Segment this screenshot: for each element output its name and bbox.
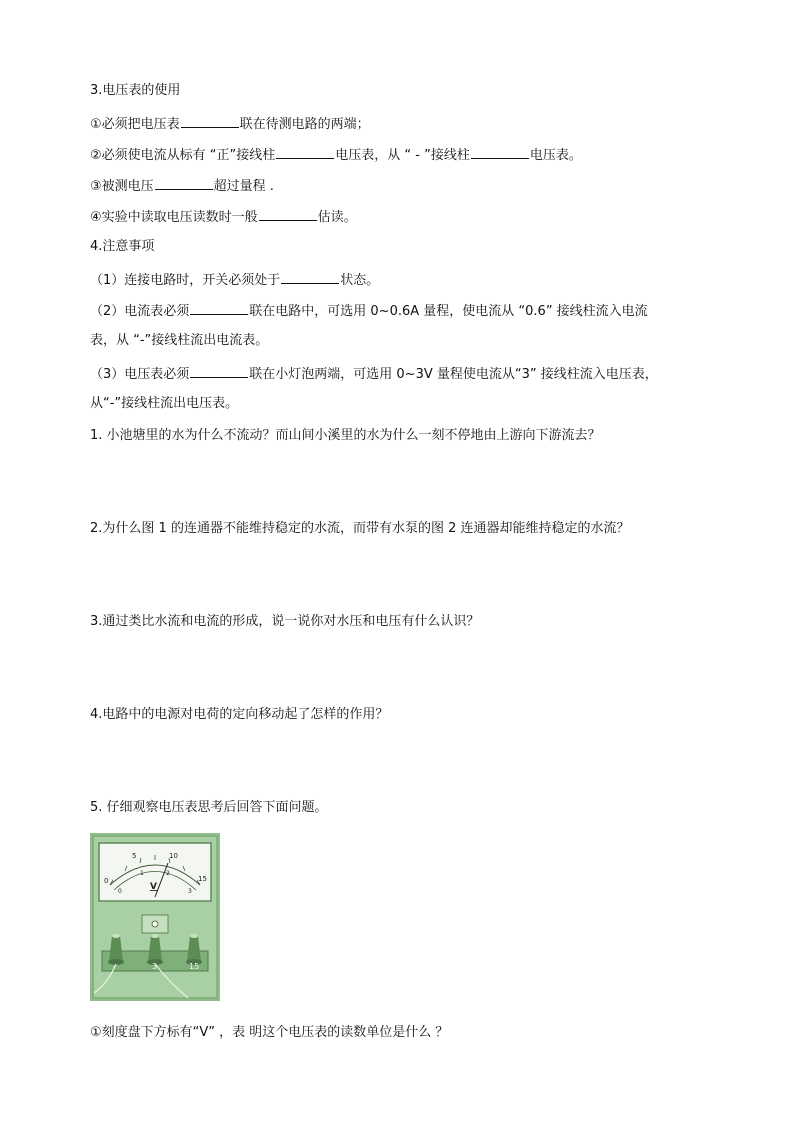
fill-blank[interactable]	[181, 114, 239, 128]
item-3-3	[90, 176, 274, 196]
question-3: 3.通过类比水流和电流的形成，说一说你对水压和电压有什么认识？	[90, 614, 480, 629]
item-3-2	[90, 145, 582, 165]
fill-blank[interactable]	[259, 207, 317, 221]
note-2-text-a: （2）电流表必须	[90, 304, 190, 319]
fill-blank[interactable]	[190, 364, 248, 378]
item-3-4-text-a: ④实验中读取电压读数时一般	[90, 210, 258, 225]
question-2: 2.为什么图 1 的连通器不能维持稳定的水流，而带有水泵的图 2 连通器却能维持稳定的水流？	[90, 521, 630, 536]
lower-scale-label: 1	[140, 870, 144, 877]
question-1: 1. 小池塘里的水为什么不流动？而山间小溪里的水为什么一刻不停地由上游向下游流去？	[90, 428, 601, 443]
note-1-text-b: 状态。	[340, 273, 380, 288]
question-5-part-1: ①刻度盘下方标有“V” ，表 明这个电压表的读数单位是什么 ？	[90, 1025, 449, 1040]
upper-scale-label: 10	[169, 852, 178, 860]
note-2-text-b: 联在电路中，可选用 0~0.6A 量程，使电流从 “0.6” 接线柱流入电流	[249, 304, 648, 319]
unit-label: V	[150, 882, 157, 892]
upper-scale-label: 5	[132, 852, 137, 860]
item-3-2-text-c: 电压表。	[529, 148, 582, 163]
item-3-3-text-b: 超过量程 .	[213, 179, 274, 194]
item-3-2-text-a: ②必须使电流从标有 “正”接线柱	[90, 148, 276, 163]
fill-blank[interactable]	[190, 301, 248, 315]
upper-scale-label: 0	[104, 877, 109, 885]
note-3-text-a: （3）电压表必须	[90, 367, 190, 382]
item-3-4-text-b: 估读。	[317, 210, 357, 225]
note-3-text-b: 联在小灯泡两端，可选用 0~3V 量程使电流从“3” 接线柱流入电压表，	[249, 367, 658, 382]
note-2	[90, 301, 648, 321]
item-3-1-text-a: ①必须把电压表	[90, 117, 180, 132]
fill-blank[interactable]	[471, 145, 529, 159]
item-3-1	[90, 114, 370, 134]
terminal-label: -	[113, 962, 116, 971]
note-3-continued: 从“-”接线柱流出电压表。	[90, 396, 239, 411]
terminal-label: 15	[189, 962, 200, 971]
item-3-4	[90, 207, 357, 227]
question-5: 5. 仔细观察电压表思考后回答下面问题。	[90, 800, 328, 815]
fill-blank[interactable]	[155, 176, 213, 190]
lower-scale-label: 3	[188, 888, 192, 895]
upper-scale-label: 15	[198, 875, 207, 883]
fill-blank[interactable]	[281, 270, 339, 284]
terminal-label: 3	[152, 962, 158, 971]
note-2-continued: 表，从 “-”接线柱流出电流表。	[90, 333, 269, 348]
question-4: 4.电路中的电源对电荷的定向移动起了怎样的作用？	[90, 707, 389, 722]
voltmeter-image	[90, 833, 220, 1001]
note-1-text-a: （1）连接电路时，开关必须处于	[90, 273, 281, 288]
note-1	[90, 270, 379, 290]
section-3-title: 3.电压表的使用	[90, 83, 181, 98]
section-4-title: 4.注意事项	[90, 239, 155, 254]
lower-scale-label: 2	[166, 870, 170, 877]
item-3-1-text-b: 联在待测电路的两端；	[239, 117, 370, 132]
lower-scale-label: 0	[118, 888, 122, 895]
item-3-3-text-a: ③被测电压	[90, 179, 154, 194]
item-3-2-text-b: 电压表，从 “ - ”接线柱	[335, 148, 470, 163]
fill-blank[interactable]	[276, 145, 334, 159]
note-3	[90, 364, 658, 384]
